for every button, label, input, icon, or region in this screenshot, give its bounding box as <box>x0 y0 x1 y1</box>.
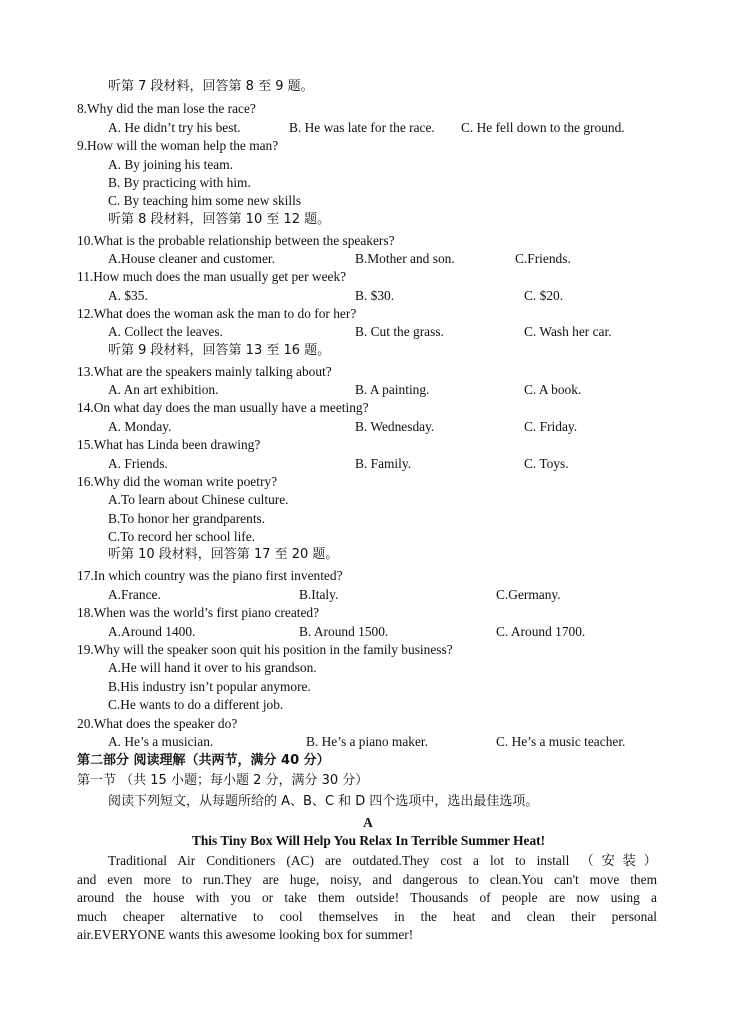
text-line: 9.How will the woman help the man? <box>77 138 279 153</box>
text-line: B.To honor her grandparents. <box>108 511 266 526</box>
text-line: 18.When was the world’s first piano created? <box>77 605 320 620</box>
text-line: C. By teaching him some new skills <box>108 193 302 208</box>
text-line: 8.Why did the man lose the race? <box>77 101 256 116</box>
text-line: A. $35. <box>108 288 148 303</box>
text-line: B. $30. <box>355 288 395 303</box>
text-line: C. A book. <box>524 382 582 397</box>
text-line: 15.What has Linda been drawing? <box>77 437 261 452</box>
text-line: A. He didn’t try his best. <box>108 120 241 135</box>
text-line: 12.What does the woman ask the man to do for her? <box>77 306 357 321</box>
text-line: C. Around 1700. <box>496 624 586 639</box>
text-line: 20.What does the speaker do? <box>77 716 238 731</box>
text-line: C. He’s a music teacher. <box>496 734 626 749</box>
text-line: 10.What is the probable relationship between the speakers? <box>77 233 395 248</box>
text-line: C. Toys. <box>524 456 569 471</box>
text-line: A. By joining his team. <box>108 157 233 172</box>
text-line: 14.On what day does the man usually have a meeting? <box>77 400 369 415</box>
text-line: A.Around 1400. <box>108 624 196 639</box>
text-line: 19.Why will the speaker soon quit his position in the family business? <box>77 642 453 657</box>
text-line: 17.In which country was the piano first invented? <box>77 568 343 583</box>
text-line: 听第 10 段材料，回答第 17 至 20 题。 <box>108 547 339 562</box>
text-line: and even more to run.They are huge, noisy, and dangerous to clean.You can't move them <box>77 872 657 887</box>
text-line: A. Monday. <box>108 419 172 434</box>
text-line: B. He’s a piano maker. <box>306 734 428 749</box>
text-line: A. Collect the leaves. <box>108 324 223 339</box>
text-line: around the house with you or take them outside! Thousands of people are now using a <box>77 890 657 905</box>
text-line: B.Mother and son. <box>355 251 455 266</box>
text-line: B.Italy. <box>299 587 339 602</box>
text-line: A.He will hand it over to his grandson. <box>108 660 317 675</box>
text-line: 13.What are the speakers mainly talking about? <box>77 364 332 379</box>
text-line: B. Wednesday. <box>355 419 435 434</box>
text-line: C. He fell down to the ground. <box>461 120 625 135</box>
text-line: B. He was late for the race. <box>289 120 435 135</box>
text-line: C.Friends. <box>515 251 571 266</box>
text-line: C.Germany. <box>496 587 561 602</box>
text-line: 11.How much does the man usually get per week? <box>77 269 347 284</box>
text-line: 16.Why did the woman write poetry? <box>77 474 278 489</box>
text-line: A.House cleaner and customer. <box>108 251 275 266</box>
text-line: B. Family. <box>355 456 412 471</box>
text-line: B. Cut the grass. <box>355 324 444 339</box>
text-line: 第一节 （共 15 小题；每小题 2 分，满分 30 分） <box>77 773 369 788</box>
text-line: C.He wants to do a different job. <box>108 697 284 712</box>
text-line: Traditional Air Conditioners (AC) are outdated.They cost a lot to install （安装） <box>108 853 657 868</box>
text-line: A. An art exhibition. <box>108 382 219 397</box>
text-line: 听第 7 段材料，回答第 8 至 9 题。 <box>108 79 314 94</box>
text-line: C. Friday. <box>524 419 578 434</box>
text-line: A.France. <box>108 587 161 602</box>
text-line: C.To record her school life. <box>108 529 256 544</box>
text-line: A. Friends. <box>108 456 168 471</box>
text-line: B. By practicing with him. <box>108 175 251 190</box>
text-line: This Tiny Box Will Help You Relax In Terrible Summer Heat! <box>191 833 546 848</box>
text-line: air.EVERYONE wants this awesome looking box for summer! <box>77 927 414 942</box>
text-line: A.To learn about Chinese culture. <box>108 492 289 507</box>
text-line: 听第 8 段材料，回答第 10 至 12 题。 <box>108 212 331 227</box>
text-line: 阅读下列短文，从每题所给的 A、B、C 和 D 四个选项中，选出最佳选项。 <box>108 794 539 809</box>
text-line: C. Wash her car. <box>524 324 612 339</box>
text-line: 听第 9 段材料，回答第 13 至 16 题。 <box>108 343 331 358</box>
text-line: B. A painting. <box>355 382 430 397</box>
text-line: 第二部分 阅读理解（共两节，满分 40 分） <box>77 753 330 768</box>
text-line: much cheaper alternative to cool themselves in the heat and clean their personal <box>77 909 657 924</box>
text-line: A. He’s a musician. <box>108 734 214 749</box>
text-line: B. Around 1500. <box>299 624 389 639</box>
text-line: C. $20. <box>524 288 564 303</box>
text-line: A <box>363 815 373 830</box>
text-line: B.His industry isn’t popular anymore. <box>108 679 311 694</box>
